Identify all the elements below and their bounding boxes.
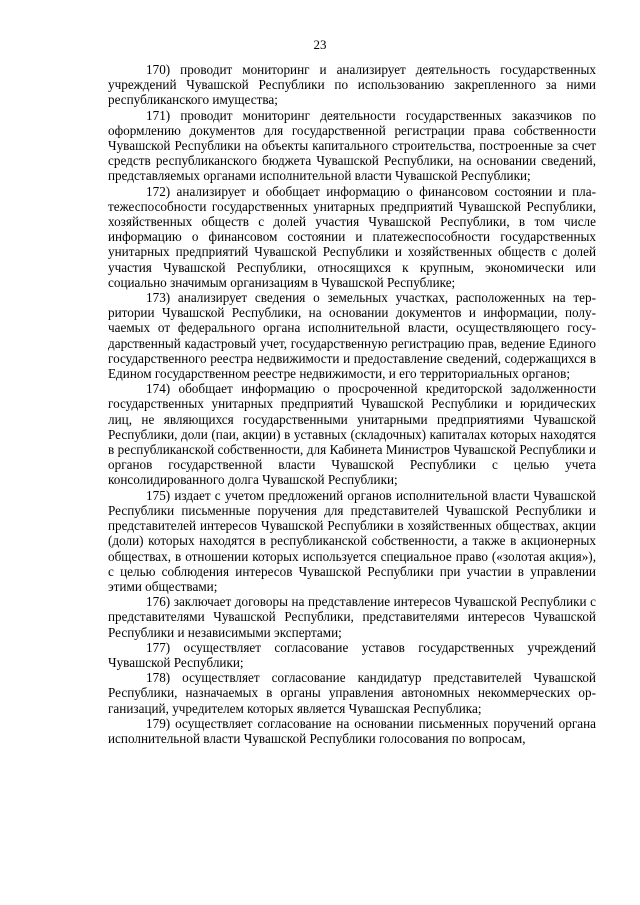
document-body	[108, 62, 596, 746]
paragraph-172: 172) анализирует и обобщает информацию о финансовом состоянии и платежеспособности государственных унитарных предприятий Чувашской Республики, хозяйственных обществ с долей участия Чувашской Республики, в том числе информацию о финансовом состоянии и платежеспособности государственных унитарных предприятий Чувашской Республики и хозяйственных обществ с долей участия Чувашской Республики, относящихся к крупным, экономически или социально значимым организациям в Чувашской Республике;	[108, 183, 596, 290]
paragraph-173: 173) анализирует сведения о земельных участках, расположенных на территории Чувашской Республики, на основании документов и информации, получаемых от федерального органа исполнительной власти, осуществляющего государственный кадастровый учет, государственную регистрацию прав, ведение Единого государственного реестра недвижимости и предоставление сведений, содержащихся в Едином государственном реестре недвижимости, и его территориальных органов;	[108, 290, 596, 382]
paragraph-174: 174) обобщает информацию о просроченной кредиторской задолженности государственных унитарных предприятий Чувашской Республики и юридических лиц, не являющихся государственными унитарными предприятиями Чувашской Республики, доли (паи, акции) в уставных (складочных) капиталах которых находятся в республиканской собственности, для Кабинета Министров Чувашской Республики и органов государственной власти Чувашской Республики с целью учета консолидированного долга Чувашской Республики;	[108, 381, 596, 488]
paragraph-178: 178) осуществляет согласование кандидатур представителей Чувашской Республики, назначаемых в органы управления автономных некоммерческих организаций, учредителем которых является Чувашская Республика;	[108, 670, 596, 716]
paragraph-170: 170) проводит мониторинг и анализирует деятельность государственных учреждений Чувашской Республики по использованию закрепленного за ними республиканского имущества;	[108, 62, 596, 108]
paragraph-176: 176) заключает договоры на представление интересов Чувашской Республики с представителями Чувашской Республики, представителями интересов Чувашской Республики и независимыми экспертами;	[108, 594, 596, 640]
paragraph-177: 177) осуществляет согласование уставов государственных учреждений Чувашской Республики;	[108, 639, 596, 670]
paragraph-171: 171) проводит мониторинг деятельности государственных заказчиков по оформлению документов для государственной регистрации права собственности Чувашской Республики на объекты капитального строительства, построенные за счет средств республиканского бюджета Чувашской Республики, на основании сведений, представляемых органами исполнительной власти Чувашской Республики;	[108, 107, 596, 184]
page-number: 23	[313, 37, 327, 52]
paragraph-175: 175) издает с учетом предложений органов исполнительной власти Чувашской Республики письменные поручения для представителей Чувашской Республики и представителей интересов Чувашской Республики в хозяйственных обществах, акции (доли) которых находятся в республиканской собственности, а также в акционерных обществах, в отношении которых используется специальное право («золотая акция»), с целью соблюдения интересов Чувашской Республики при участии в управлении этими обществами;	[108, 487, 596, 594]
paragraph-179: 179) осуществляет согласование на основании письменных поручений органа исполнительной власти Чувашской Республики голосования по вопросам,	[108, 715, 596, 746]
